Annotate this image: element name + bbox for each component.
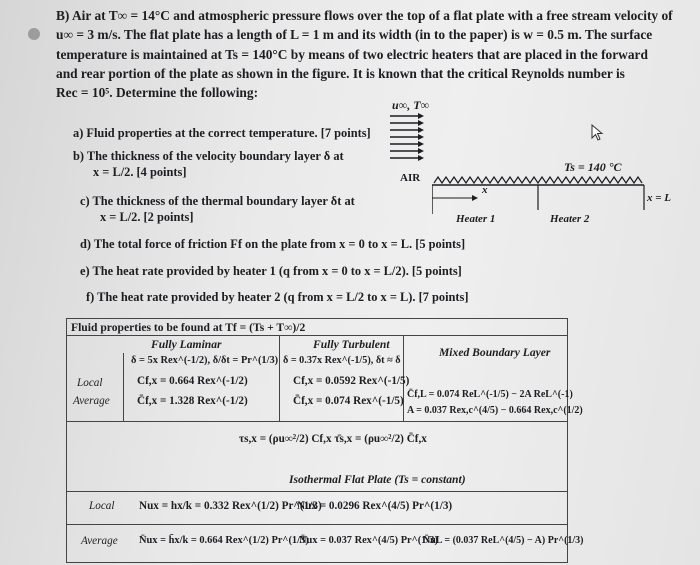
nu-turbulent-average: N̄ux = 0.037 Rex^(4/5) Pr^(1/3)	[299, 535, 438, 546]
turbulent-average-cf: C̄f,x = 0.074 Rex^(-1/5)	[293, 395, 404, 407]
formula-table	[66, 318, 584, 563]
problem-line: and rear portion of the plate as shown in the figure. It is known that the critical Reynolds number is	[56, 65, 625, 81]
bullet-marker	[28, 28, 40, 40]
question-f: f) The heat rate provided by heater 2 (q from x = L/2 to x = L). [7 points]	[86, 290, 469, 304]
problem-line: u∞ = 3 m/s. The flat plate has a length of L = 1 m and its width (in to the paper) is w = 0.5 m. The surface	[56, 27, 653, 43]
mixed-average-cf: C̄f,L = 0.074 ReL^(-1/5) − 2A ReL^(-1)	[407, 389, 573, 400]
problem-line: B) Air at T∞ = 14°C and atmospheric pressure flows over the top of a flat plate with a free stream velocity of	[56, 8, 673, 23]
problem-line: temperature is maintained at Ts = 140°C by means of two electric heaters that are placed in the forward	[56, 46, 648, 62]
freestream-label: u∞, T∞	[392, 98, 430, 112]
question-b-cont: x = L/2. [4 points]	[93, 165, 187, 179]
isothermal-title: Isothermal Flat Plate (Ts = constant)	[289, 473, 466, 486]
question-c: c) The thickness of the thermal boundary layer δt at	[80, 194, 355, 208]
question-c-cont: x = L/2. [2 points]	[100, 210, 194, 224]
laminar-local-cf: Cf,x = 0.664 Rex^(-1/2)	[137, 375, 248, 387]
nu-turbulent-local: Nux = 0.0296 Rex^(4/5) Pr^(1/3)	[297, 500, 453, 512]
question-e: e) The heat rate provided by heater 1 (q from x = 0 to x = L/2). [5 points]	[80, 264, 462, 278]
nu-mixed-average: N̄uL = (0.037 ReL^(4/5) − A) Pr^(1/3)	[423, 535, 584, 546]
laminar-thickness: δ = 5x Rex^(-1/2), δ/δt = Pr^(1/3)	[131, 355, 279, 366]
heater2-label: Heater 2	[550, 213, 590, 225]
shear-stress-row: τs,x = (ρu∞²/2) Cf,x τ̄s,x = (ρu∞²/2) C̄f,x	[239, 433, 427, 445]
x-label: x	[482, 184, 488, 196]
flow-arrows-icon	[388, 112, 428, 164]
row-header-average: Average	[73, 395, 110, 407]
row-header-local: Local	[77, 377, 103, 389]
nu-laminar-average: N̄ux = h̄x/k = 0.664 Rex^(1/2) Pr^(1/3)	[139, 535, 309, 546]
problem-line: Rec = 10⁵. Determine the following:	[56, 85, 259, 101]
col-header-mixed: Mixed Boundary Layer	[439, 346, 551, 359]
nu-row-average: Average	[81, 535, 118, 547]
col-header-turbulent: Fully Turbulent	[313, 338, 390, 351]
air-label: AIR	[400, 172, 421, 184]
surface-temp-label: Ts = 140 °C	[564, 160, 622, 174]
col-header-laminar: Fully Laminar	[151, 338, 222, 351]
question-b: b) The thickness of the velocity boundary layer δ at	[73, 149, 344, 163]
nu-laminar-local: Nux = hx/k = 0.332 Rex^(1/2) Pr^(1/3)	[139, 500, 322, 512]
nu-row-local: Local	[89, 500, 115, 512]
mixed-a-coefficient: A = 0.037 Rex,c^(4/5) − 0.664 Rex,c^(1/2)	[407, 405, 583, 416]
flat-plate-figure	[388, 98, 693, 233]
turbulent-thickness: δ = 0.37x Rex^(-1/5), δt ≈ δ	[283, 355, 401, 366]
table-title: Fluid properties to be found at Tf = (Ts + T∞)/2	[71, 321, 306, 334]
laminar-average-cf: C̄f,x = 1.328 Rex^(-1/2)	[137, 395, 248, 407]
turbulent-local-cf: Cf,x = 0.0592 Rex^(-1/5)	[293, 375, 410, 387]
end-label: x = L	[647, 192, 671, 204]
question-a: a) Fluid properties at the correct temperature. [7 points]	[73, 126, 371, 140]
problem-statement	[56, 6, 688, 102]
heater1-label: Heater 1	[456, 213, 496, 225]
question-d: d) The total force of friction Ff on the plate from x = 0 to x = L. [5 points]	[80, 237, 466, 251]
